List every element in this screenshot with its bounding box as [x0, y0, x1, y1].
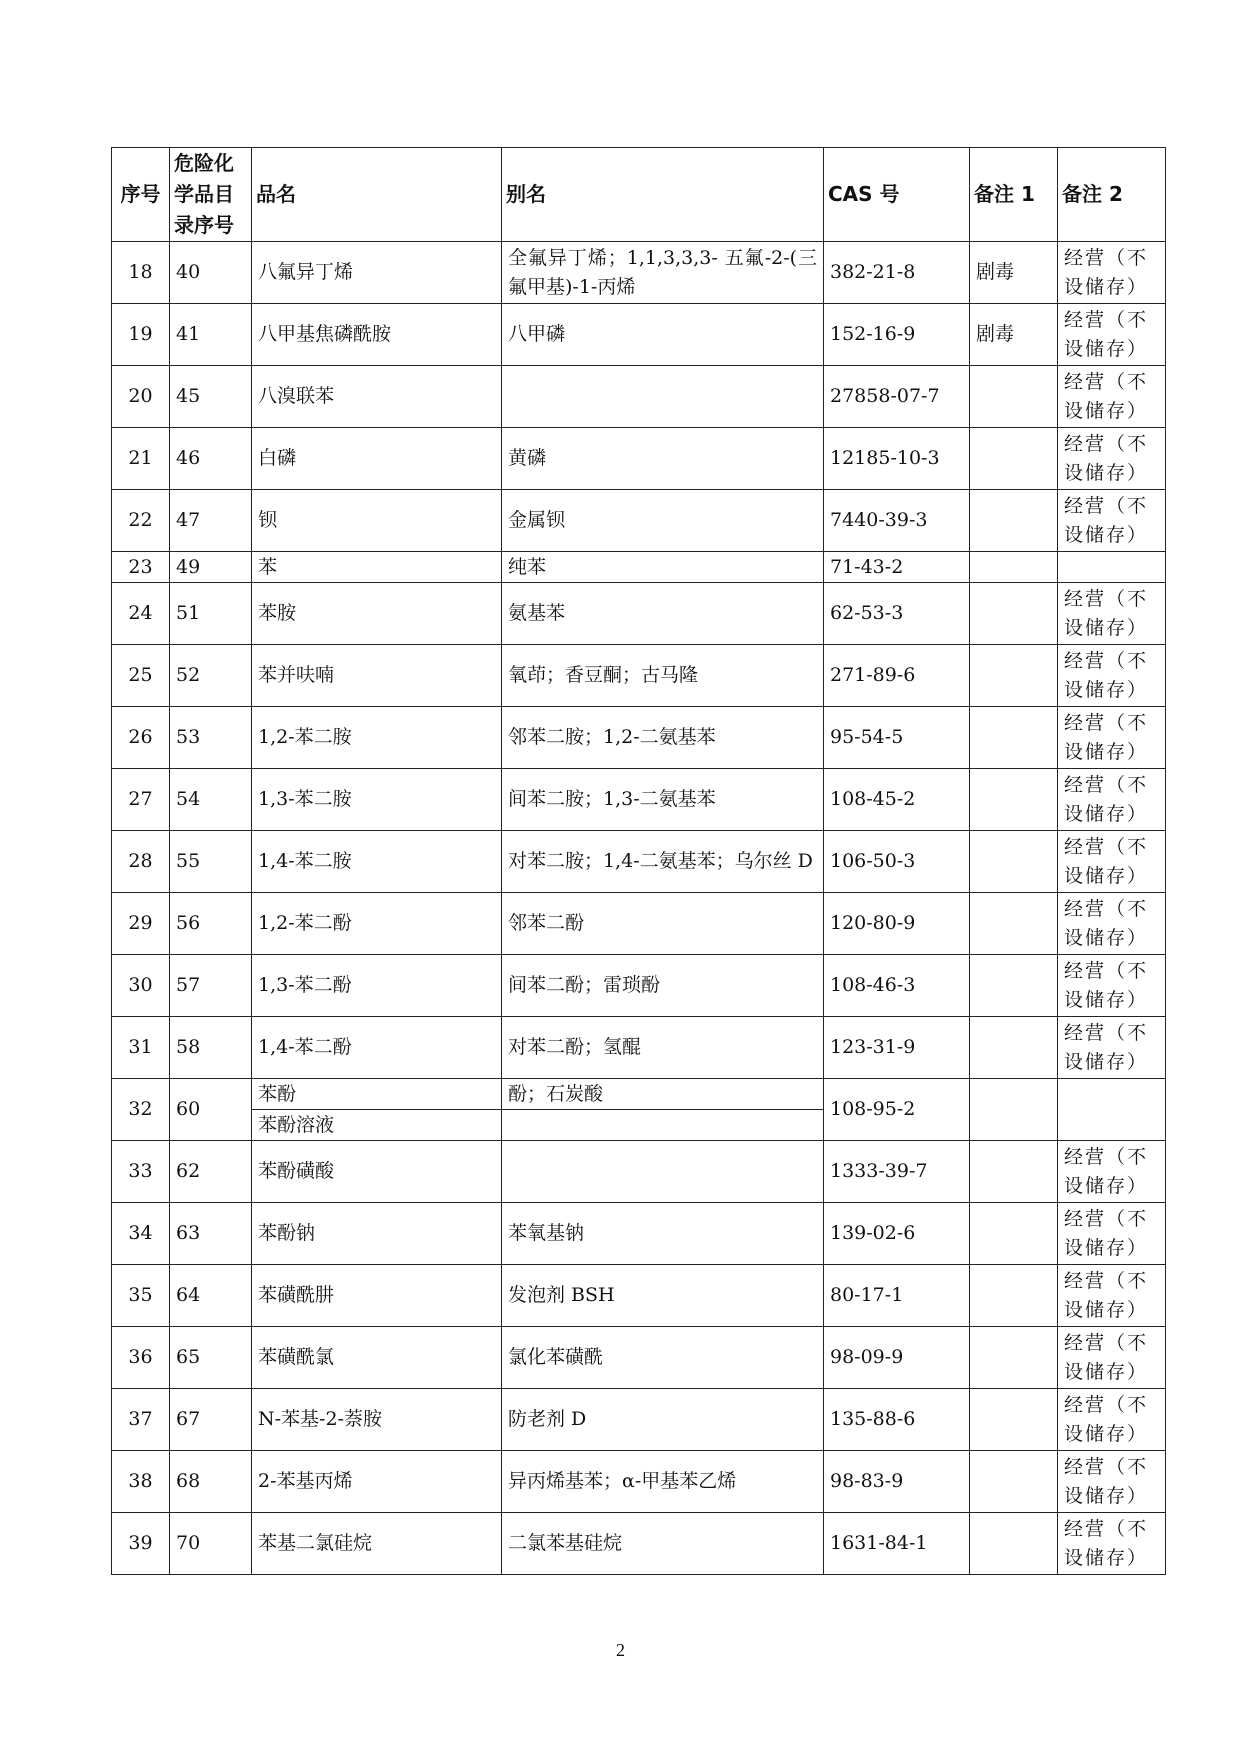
cell-catalog-no: 41 — [170, 304, 252, 366]
table-row — [112, 769, 1166, 831]
cell-catalog-no: 56 — [170, 893, 252, 955]
cell-name: 1,2-苯二胺 — [252, 707, 502, 769]
cell-cas: 62-53-3 — [824, 583, 970, 645]
cell-note2: 经营（不设储存） — [1058, 707, 1166, 769]
cell-name: 八甲基焦磷酰胺 — [252, 304, 502, 366]
cell-note2: 经营（不设储存） — [1058, 366, 1166, 428]
cell-cas: 71-43-2 — [824, 552, 970, 583]
cell-note1 — [970, 645, 1058, 707]
cell-catalog-no: 53 — [170, 707, 252, 769]
cell-alias: 邻苯二酚 — [502, 893, 824, 955]
cell-note1 — [970, 1327, 1058, 1389]
cell-catalog-no: 70 — [170, 1513, 252, 1575]
cell-name: 1,4-苯二酚 — [252, 1017, 502, 1079]
cell-catalog-no: 55 — [170, 831, 252, 893]
cell-name: 1,3-苯二胺 — [252, 769, 502, 831]
cell-alias: 间苯二酚；雷琐酚 — [502, 955, 824, 1017]
table-row — [112, 242, 1166, 304]
cell-cas: 382-21-8 — [824, 242, 970, 304]
cell-note1: 剧毒 — [970, 304, 1058, 366]
cell-alias: 氨基苯 — [502, 583, 824, 645]
cell-cas: 108-46-3 — [824, 955, 970, 1017]
table-row — [112, 1203, 1166, 1265]
cell-note2: 经营（不设储存） — [1058, 242, 1166, 304]
cell-cas: 123-31-9 — [824, 1017, 970, 1079]
cell-seq: 36 — [112, 1327, 170, 1389]
cell-note1 — [970, 552, 1058, 583]
cell-seq: 23 — [112, 552, 170, 583]
header-note1: 备注 1 — [970, 148, 1058, 242]
cell-cas: 98-09-9 — [824, 1327, 970, 1389]
cell-catalog-no: 46 — [170, 428, 252, 490]
cell-seq: 31 — [112, 1017, 170, 1079]
cell-seq: 34 — [112, 1203, 170, 1265]
cell-seq: 26 — [112, 707, 170, 769]
cell-note1 — [970, 490, 1058, 552]
cell-seq: 35 — [112, 1265, 170, 1327]
cell-note1 — [970, 1265, 1058, 1327]
cell-name: 苯并呋喃 — [252, 645, 502, 707]
header-cas: CAS 号 — [824, 148, 970, 242]
header-name: 品名 — [252, 148, 502, 242]
table-row — [112, 893, 1166, 955]
cell-name: 2-苯基丙烯 — [252, 1451, 502, 1513]
cell-alias: 氯化苯磺酰 — [502, 1327, 824, 1389]
cell-note2 — [1058, 552, 1166, 583]
cell-alias: 黄磷 — [502, 428, 824, 490]
cell-note2: 经营（不设储存） — [1058, 304, 1166, 366]
cell-seq: 27 — [112, 769, 170, 831]
table-row — [112, 428, 1166, 490]
cell-catalog-no: 60 — [170, 1079, 252, 1141]
header-note2: 备注 2 — [1058, 148, 1166, 242]
cell-alias: 发泡剂 BSH — [502, 1265, 824, 1327]
cell-seq: 18 — [112, 242, 170, 304]
table-row — [112, 1141, 1166, 1203]
cell-name: 苯酚溶液 — [252, 1110, 502, 1141]
cell-name: 八氟异丁烯 — [252, 242, 502, 304]
cell-note2: 经营（不设储存） — [1058, 769, 1166, 831]
cell-cas: 271-89-6 — [824, 645, 970, 707]
cell-cas: 27858-07-7 — [824, 366, 970, 428]
table-row — [112, 1451, 1166, 1513]
table-row — [112, 645, 1166, 707]
table-row — [112, 831, 1166, 893]
cell-note1 — [970, 1451, 1058, 1513]
cell-seq: 30 — [112, 955, 170, 1017]
table-row — [112, 583, 1166, 645]
cell-note2: 经营（不设储存） — [1058, 645, 1166, 707]
cell-seq: 20 — [112, 366, 170, 428]
cell-seq: 24 — [112, 583, 170, 645]
table-row — [112, 955, 1166, 1017]
cell-alias: 苯氧基钠 — [502, 1203, 824, 1265]
cell-alias: 对苯二酚；氢醌 — [502, 1017, 824, 1079]
table-row — [112, 552, 1166, 583]
cell-note1 — [970, 583, 1058, 645]
cell-name: 苯酚磺酸 — [252, 1141, 502, 1203]
cell-note2: 经营（不设储存） — [1058, 893, 1166, 955]
header-seq: 序号 — [112, 148, 170, 242]
cell-catalog-no: 65 — [170, 1327, 252, 1389]
cell-note2: 经营（不设储存） — [1058, 1017, 1166, 1079]
cell-catalog-no: 62 — [170, 1141, 252, 1203]
cell-alias: 防老剂 D — [502, 1389, 824, 1451]
cell-catalog-no: 68 — [170, 1451, 252, 1513]
cell-note2: 经营（不设储存） — [1058, 1203, 1166, 1265]
table-row — [112, 1389, 1166, 1451]
cell-catalog-no: 47 — [170, 490, 252, 552]
cell-catalog-no: 57 — [170, 955, 252, 1017]
cell-alias: 邻苯二胺；1,2-二氨基苯 — [502, 707, 824, 769]
cell-alias: 八甲磷 — [502, 304, 824, 366]
cell-note2: 经营（不设储存） — [1058, 1389, 1166, 1451]
cell-alias — [502, 366, 824, 428]
cell-note1 — [970, 1389, 1058, 1451]
cell-name: 1,3-苯二酚 — [252, 955, 502, 1017]
cell-seq: 21 — [112, 428, 170, 490]
cell-name: 苯磺酰氯 — [252, 1327, 502, 1389]
cell-alias: 间苯二胺；1,3-二氨基苯 — [502, 769, 824, 831]
cell-seq: 25 — [112, 645, 170, 707]
cell-note2: 经营（不设储存） — [1058, 955, 1166, 1017]
table-row — [112, 1265, 1166, 1327]
cell-catalog-no: 54 — [170, 769, 252, 831]
cell-cas: 7440-39-3 — [824, 490, 970, 552]
cell-seq: 33 — [112, 1141, 170, 1203]
cell-note2: 经营（不设储存） — [1058, 583, 1166, 645]
cell-name: N-苯基-2-萘胺 — [252, 1389, 502, 1451]
cell-cas: 120-80-9 — [824, 893, 970, 955]
cell-seq: 19 — [112, 304, 170, 366]
cell-note1 — [970, 893, 1058, 955]
cell-seq: 29 — [112, 893, 170, 955]
cell-note1 — [970, 1513, 1058, 1575]
cell-name: 苯酚 — [252, 1079, 502, 1110]
cell-note2: 经营（不设储存） — [1058, 1141, 1166, 1203]
table-row — [112, 1513, 1166, 1575]
table-row — [112, 1079, 1166, 1110]
cell-seq: 37 — [112, 1389, 170, 1451]
header-alias: 别名 — [502, 148, 824, 242]
cell-alias: 全氟异丁烯；1,1,3,3,3- 五氟-2-(三氟甲基)-1-丙烯 — [502, 242, 824, 304]
table-row — [112, 366, 1166, 428]
cell-alias: 金属钡 — [502, 490, 824, 552]
cell-note1 — [970, 1017, 1058, 1079]
cell-seq: 32 — [112, 1079, 170, 1141]
cell-alias: 纯苯 — [502, 552, 824, 583]
cell-note2: 经营（不设储存） — [1058, 1513, 1166, 1575]
cell-cas: 106-50-3 — [824, 831, 970, 893]
cell-note1 — [970, 707, 1058, 769]
cell-note2 — [1058, 1079, 1166, 1141]
cell-name: 苯酚钠 — [252, 1203, 502, 1265]
cell-cas: 1631-84-1 — [824, 1513, 970, 1575]
cell-catalog-no: 45 — [170, 366, 252, 428]
cell-note2: 经营（不设储存） — [1058, 1265, 1166, 1327]
cell-seq: 22 — [112, 490, 170, 552]
cell-seq: 39 — [112, 1513, 170, 1575]
cell-name: 1,2-苯二酚 — [252, 893, 502, 955]
cell-name: 钡 — [252, 490, 502, 552]
cell-alias: 异丙烯基苯；α-甲基苯乙烯 — [502, 1451, 824, 1513]
cell-note1: 剧毒 — [970, 242, 1058, 304]
cell-note1 — [970, 769, 1058, 831]
cell-cas: 135-88-6 — [824, 1389, 970, 1451]
table-row — [112, 1327, 1166, 1389]
chemicals-table — [111, 147, 1166, 1575]
cell-note2: 经营（不设储存） — [1058, 831, 1166, 893]
cell-catalog-no: 51 — [170, 583, 252, 645]
cell-catalog-no: 58 — [170, 1017, 252, 1079]
cell-seq: 28 — [112, 831, 170, 893]
header-catalog-no: 危险化学品目录序号 — [170, 148, 252, 242]
table-row — [112, 490, 1166, 552]
cell-note1 — [970, 1141, 1058, 1203]
cell-cas: 95-54-5 — [824, 707, 970, 769]
cell-name: 苯胺 — [252, 583, 502, 645]
cell-note2: 经营（不设储存） — [1058, 428, 1166, 490]
cell-name: 八溴联苯 — [252, 366, 502, 428]
cell-cas: 108-95-2 — [824, 1079, 970, 1141]
cell-name: 苯基二氯硅烷 — [252, 1513, 502, 1575]
cell-note1 — [970, 1203, 1058, 1265]
cell-cas: 108-45-2 — [824, 769, 970, 831]
cell-cas: 80-17-1 — [824, 1265, 970, 1327]
cell-alias — [502, 1141, 824, 1203]
cell-cas: 1333-39-7 — [824, 1141, 970, 1203]
cell-catalog-no: 63 — [170, 1203, 252, 1265]
cell-cas: 139-02-6 — [824, 1203, 970, 1265]
cell-seq: 38 — [112, 1451, 170, 1513]
cell-cas: 12185-10-3 — [824, 428, 970, 490]
table-row — [112, 304, 1166, 366]
cell-alias: 酚；石炭酸 — [502, 1079, 824, 1110]
cell-catalog-no: 64 — [170, 1265, 252, 1327]
cell-alias: 氧茚；香豆酮；古马隆 — [502, 645, 824, 707]
cell-alias — [502, 1110, 824, 1141]
page-number: 2 — [616, 1640, 625, 1660]
cell-alias: 二氯苯基硅烷 — [502, 1513, 824, 1575]
cell-catalog-no: 67 — [170, 1389, 252, 1451]
cell-note1 — [970, 831, 1058, 893]
cell-note1 — [970, 366, 1058, 428]
cell-name: 苯磺酰肼 — [252, 1265, 502, 1327]
cell-note2: 经营（不设储存） — [1058, 1327, 1166, 1389]
cell-catalog-no: 52 — [170, 645, 252, 707]
table-row — [112, 707, 1166, 769]
cell-note1 — [970, 428, 1058, 490]
cell-name: 1,4-苯二胺 — [252, 831, 502, 893]
cell-catalog-no: 49 — [170, 552, 252, 583]
cell-catalog-no: 40 — [170, 242, 252, 304]
cell-note2: 经营（不设储存） — [1058, 490, 1166, 552]
cell-name: 白磷 — [252, 428, 502, 490]
table-row — [112, 1017, 1166, 1079]
cell-note1 — [970, 955, 1058, 1017]
cell-note2: 经营（不设储存） — [1058, 1451, 1166, 1513]
cell-cas: 152-16-9 — [824, 304, 970, 366]
cell-name: 苯 — [252, 552, 502, 583]
cell-cas: 98-83-9 — [824, 1451, 970, 1513]
cell-note1 — [970, 1079, 1058, 1141]
table-header-row — [112, 148, 1166, 242]
cell-alias: 对苯二胺；1,4-二氨基苯；乌尔丝 D — [502, 831, 824, 893]
